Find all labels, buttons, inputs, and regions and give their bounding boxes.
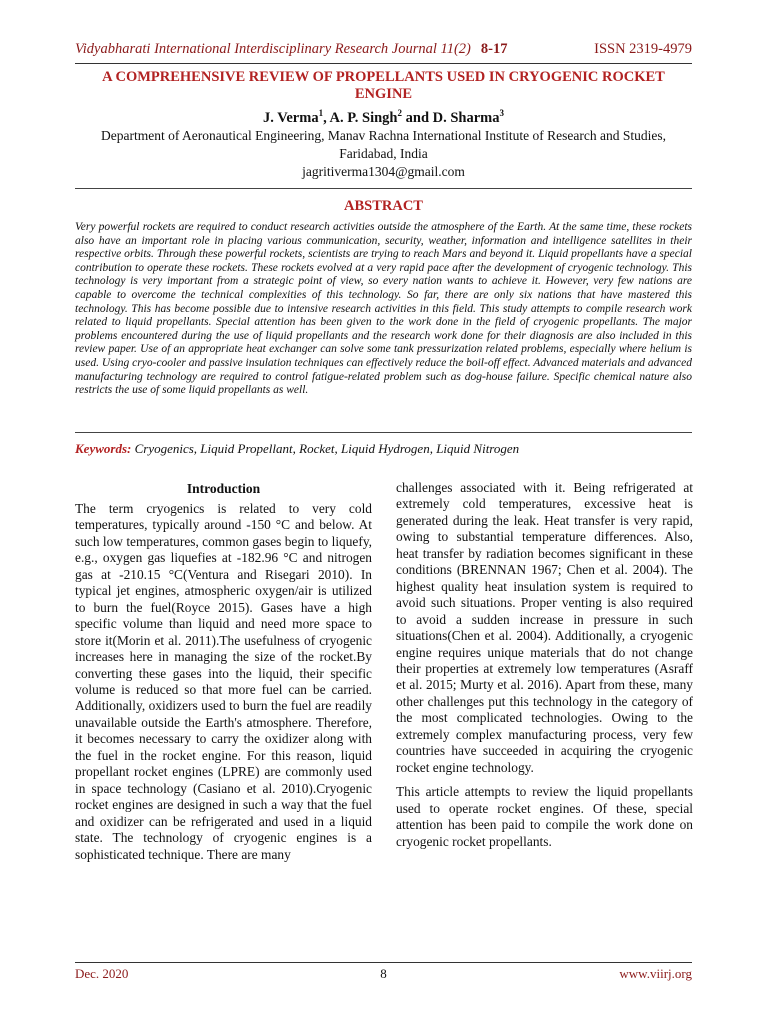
abstract-heading: ABSTRACT: [344, 198, 423, 214]
author-affiliation-mark: 1: [318, 108, 324, 118]
journal-title: [75, 41, 507, 58]
keywords-list: Cryogenics, Liquid Propellant, Rocket, Liquid Hydrogen, Liquid Nitrogen: [131, 441, 520, 456]
keywords-label: Keywords:: [75, 441, 132, 456]
body-paragraph: The term cryogenics is related to very cold temperatures, typically around -150 °C and below. At such low temperatures, common gases begin to liquefy, e.g., oxygen gas liquefies at -182.96 °C and nitrogen gas at -210.15 °C(Ventura and Risegari 2010). In typical jet engines, atmospheric oxygen/air is utilized to burn the fuel(Royce 2015). Gases have a high specific volume than liquid and need more space to store it(Morin et al. 2011).The usefulness of cryogenic increases here in managing the size of the rocket.By converting these gases into the liquid, their specific volume is reduced so that more fuel can be carried. Additionally, oxidizers used to burn the fuel are readily unavailable outside the Earth's atmosphere. Therefore, it becomes necessary to carry the oxidizer along with the fuel in the rocket engine. For this reason, liquid propellant rocket engines (LPRE) are commonly used in space technology (Casiano et al. 2010).Cryogenic rocket engines are designed in such a way that the fuel and oxidizer can be refrigerated and used in a liquid state. The technology of cryogenic engines is a sophisticated technique. There are many: [75, 501, 372, 862]
author-name: A. P. Singh: [329, 109, 398, 126]
divider: [75, 432, 692, 433]
journal-name: Vidyabharati International Interdisciplinary Research Journal 11(2): [75, 41, 471, 57]
author-affiliation-mark: 2: [397, 108, 402, 118]
journal-website-link[interactable]: www.viirj.org: [619, 966, 692, 981]
issn: ISSN 2319-4979: [594, 41, 692, 57]
keywords: [75, 441, 692, 457]
section-heading-introduction: Introduction: [186, 481, 261, 496]
abstract-text: Very powerful rockets are required to conduct research activities outside the atmosphere of the Earth. At the same time, these rockets also have an important role in placing various communication, security, weather, information and intelligence satellites in their respective orbits. Through these powerful rockets, scientists are trying to reach Mars and beyond it. Liquid propellants have a special contribution to operate these rockets. These rockets evolved at a very rapid pace after the development of cryogenic technology. This technology is very important from a strategic point of view, so every nation wants to achieve it. However, very few nations are capable to overcome the technical complexities of this technology. So far, there are only six nations that have mastered this technology. This has become possible due to intensive research activities in this field. This study attempts to compile research work related to liquid propellants. Special attention has been given to the work done in the field of cryogenic propellants. The major problems encountered during the use of liquid propellants and the research work done for their diagnosis are also included in this review paper. Use of an appropriate heat exchanger can solve some tank pressurization related problems, especially where helium is used. Using cryo-cooler and passive insulation techniques can effectively reduce the boil-off effect. Advanced materials and advanced manufacturing technology are required to control fatigue-related problem such as dog-house failure. Specific chemical nature also restricts the use of some liquid propellants as well.: [75, 221, 692, 397]
author-name: D. Sharma: [432, 109, 500, 126]
column-right: [396, 480, 693, 850]
page-range: 8-17: [480, 41, 508, 57]
affiliation: [75, 127, 692, 181]
author-separator: ,: [323, 109, 330, 126]
author-separator: and: [402, 109, 433, 126]
page-footer: [75, 962, 692, 986]
column-left: [75, 480, 372, 863]
paper-title: A COMPREHENSIVE REVIEW OF PROPELLANTS USED IN CRYOGENIC ROCKET ENGINE: [102, 69, 665, 102]
running-header: [75, 41, 692, 64]
page-number: 8: [380, 966, 387, 981]
author-name: J. Verma: [262, 109, 319, 126]
author-list: [75, 108, 692, 127]
body-paragraph: challenges associated with it. Being refrigerated at extremely cold temperatures, excessive heat is generated during the leak. Heat transfer is very rapid, owing to substantial temperature differences. Also, heat transfer by radiation becomes significant in these conditions (BRENNAN 1967; Chen et al. 2004). The highest quality heat insulation system is required to avoid such situations. Proper venting is also required to avoid a sudden increase in pressure in such situations(Chen et al. 2004). Additionally, a cryogenic engine requires unique materials that do not change their properties at extremely low temperatures (Asraff et al. 2015; Murty et al. 2016). Apart from these, many other challenges put this technology in the category of the most complicated technologies. Owing to the extremely complex manufacturing process, very few countries have succeeded in acquiring the cryogenic rocket engine technology.: [396, 480, 693, 775]
author-affiliation-mark: 3: [499, 108, 505, 118]
divider: [75, 188, 692, 189]
issue-date: Dec. 2020: [75, 966, 129, 981]
author-email[interactable]: jagritiverma1304@gmail.com: [302, 164, 465, 179]
affiliation-department: Department of Aeronautical Engineering, Manav Rachna International Institute of Research and Studies,: [101, 128, 666, 143]
affiliation-location: Faridabad, India: [339, 146, 428, 161]
body-paragraph: This article attempts to review the liquid propellants used to operate rocket engines. Of these, special attention has been paid to compile the work done on cryogenic rocket propellants.: [396, 784, 693, 849]
